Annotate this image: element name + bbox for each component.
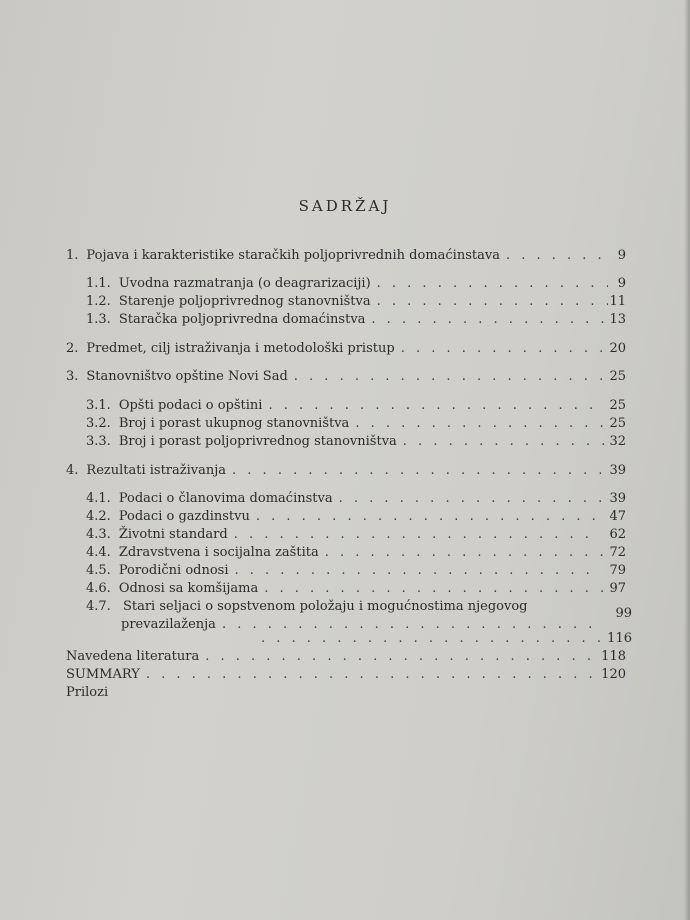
dot-leader [377,294,609,310]
toc-entry [86,527,626,543]
toc-number: 4.7. [86,599,111,614]
toc-entry [66,649,626,665]
dot-leader [261,631,603,647]
toc-number: 4.1. [86,491,111,506]
toc-label: Zdravstvena i socijalna zaštita [118,545,319,560]
toc-page: 62 [609,527,626,542]
dot-leader [325,545,606,561]
toc-label: Odnosi sa komšijama [118,581,259,596]
toc-entry [66,463,626,479]
toc-label-continuation: prevazilaženja [121,617,216,632]
toc-entry [86,416,626,432]
toc-page: 120 [601,667,626,682]
toc-label: Broj i porast poljoprivrednog stanovništva [118,434,397,449]
toc-entry [66,369,626,385]
dot-leader [377,276,609,292]
toc-label: Stari seljaci o sopstvenom položaju i mogućnostima njegovog [122,599,528,614]
toc-number: 2. [66,341,79,356]
toc-number: 4.2. [86,509,111,524]
toc-entry [86,491,626,507]
toc-number: 3. [66,369,79,384]
toc-page: 99 [615,606,632,621]
toc-page: 25 [609,416,626,431]
dot-leader [401,341,610,357]
toc-entry [86,312,626,328]
toc-page: 11 [609,294,626,309]
toc-number: 3.2. [86,416,111,431]
toc-label: Podaci o gazdinstvu [118,509,250,524]
toc-number: 1.2. [86,294,111,309]
dot-leader [234,527,602,543]
toc-entry [86,509,626,525]
toc-page: 32 [609,434,626,449]
toc-label: Starenje poljoprivrednog stanovništva [118,294,371,309]
toc-entry [86,294,626,310]
toc-label: Rezultati istraživanja [86,463,227,478]
toc-page: 116 [607,631,632,646]
toc-label: Navedena literatura [66,649,200,664]
dot-leader [205,649,600,665]
toc-entry [66,248,626,264]
toc-page: 20 [609,341,626,356]
dot-leader [268,398,603,414]
toc-entry [86,276,626,292]
toc-page: 39 [609,491,626,506]
toc-page: 13 [609,312,626,327]
dot-leader [235,563,602,579]
contents-title: SADRŽAJ [298,197,392,215]
toc-entry [86,434,626,450]
toc-number: 4.6. [86,581,111,596]
toc-entry [86,563,626,579]
toc-number: 4.5. [86,563,111,578]
toc-label: Broj i porast ukupnog stanovništva [118,416,350,431]
toc-page: 9 [617,248,626,263]
toc-number: 3.1. [86,398,111,413]
toc-number: 1. [66,248,79,263]
toc-entry [86,398,626,414]
toc-page: 79 [609,563,626,578]
toc-page: 97 [609,581,626,596]
dot-leader [294,369,604,385]
toc-label: Uvodna razmatranja (o deagrarizaciji) [118,276,371,291]
toc-label: Prilozi [66,685,109,700]
toc-number: 3.3. [86,434,111,449]
toc-page: 25 [609,369,626,384]
toc-page: 118 [601,649,626,664]
dot-leader [355,416,607,432]
toc-entry [86,581,626,597]
toc-number: 4.3. [86,527,111,542]
toc-entry [66,341,626,357]
toc-entry [66,667,626,683]
toc-page: 47 [609,509,626,524]
toc-label: Opšti podaci o opštini [118,398,263,413]
toc-label: SUMMARY [66,667,140,682]
toc-entry-first-line [86,599,527,615]
toc-label: Pojava i karakteristike staračkih poljoprivrednih domaćinstava [86,248,500,263]
toc-page: 25 [609,398,626,413]
toc-label: Predmet, cilj istraživanja i metodološki pristup [86,341,395,356]
toc-number: 1.1. [86,276,111,291]
dot-leader [339,491,607,507]
toc-label: Podaci o članovima domaćinstva [118,491,333,506]
toc-label: Životni standard [118,527,228,542]
dot-leader [264,581,603,597]
dot-leader [403,434,610,450]
dot-leader [146,667,597,683]
dot-leader [371,312,608,328]
toc-entry [66,685,108,701]
toc-page: 72 [609,545,626,560]
toc-page: 9 [617,276,626,291]
toc-number: 4.4. [86,545,111,560]
dot-leader [256,509,603,525]
toc-page: 39 [609,463,626,478]
dot-leader-row [255,631,626,647]
toc-entry [86,545,626,561]
dot-leader [232,463,601,479]
toc-label: Porodični odnosi [118,563,229,578]
toc-label: Stanovništvo opštine Novi Sad [86,369,288,384]
toc-label: Staračka poljoprivredna domaćinstva [118,312,366,327]
toc-number: 4. [66,463,79,478]
toc-number: 1.3. [86,312,111,327]
